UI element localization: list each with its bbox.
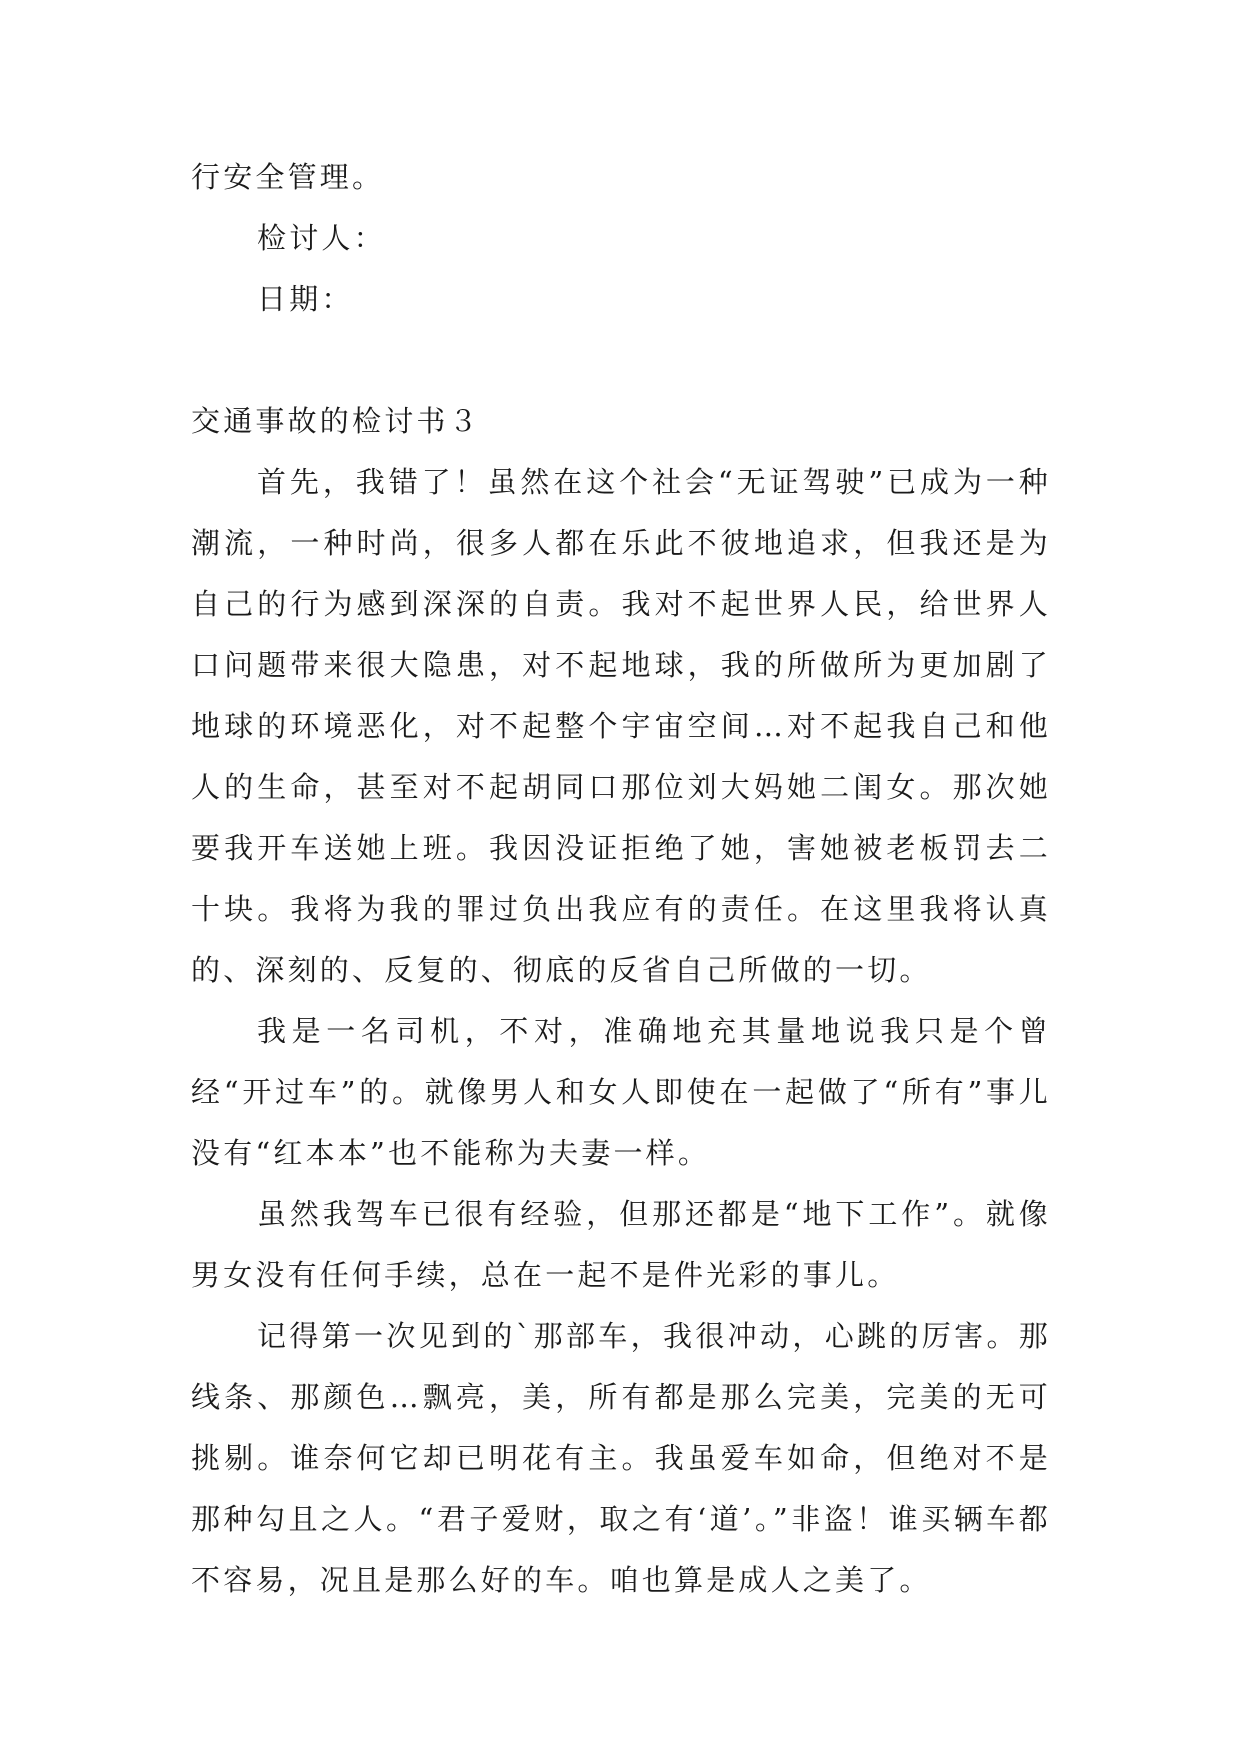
closing-line: 行安全管理。 [191,160,385,194]
paragraph-2: 我是一名司机，不对，准确地充其量地说我只是个曾经“开过车”的。就像男人和女人即使在一起做了“所有”事儿没有“红本本”也不能称为夫妻一样。 [191,1014,1051,1170]
paragraph-3: 虽然我驾车已很有经验，但那还都是“地下工作”。就像男女没有任何手续，总在一起不是件光彩的事儿。 [191,1197,1051,1292]
paragraph-4: 记得第一次见到的`那部车，我很冲动，心跳的厉害。那线条、那颜色…飘亮，美，所有都是那么完美，完美的无可挑剔。谁奈何它却已明花有主。我虽爱车如命，但绝对不是那种勾且之人。“君子爱财，取之有‘道’。”非盗！谁买辆车都不容易，况且是那么好的车。咱也算是成人之美了。 [191,1319,1051,1597]
paragraph-1: 首先，我错了！虽然在这个社会“无证驾驶”已成为一种潮流，一种时尚，很多人都在乐此不彼地追求，但我还是为自己的行为感到深深的自责。我对不起世界人民，给世界人口问题带来很大隐患，对不起地球，我的所做所为更加剧了地球的环境恶化，对不起整个宇宙空间…对不起我自己和他人的生命，甚至对不起胡同口那位刘大妈她二闺女。那次她要我开车送她上班。我因没证拒绝了她，害她被老板罚去二十块。我将为我的罪过负出我应有的责任。在这里我将认真的、深刻的、反复的、彻底的反省自己所做的一切。 [191,465,1051,987]
reviewer-label: 检讨人： [257,221,386,255]
section-title: 交通事故的检讨书３ [191,404,481,438]
date-field [191,269,1051,330]
reviewer-field [191,208,1051,269]
date-label: 日期： [257,282,354,316]
document-body [191,147,1051,1611]
section-spacer [191,330,1051,391]
